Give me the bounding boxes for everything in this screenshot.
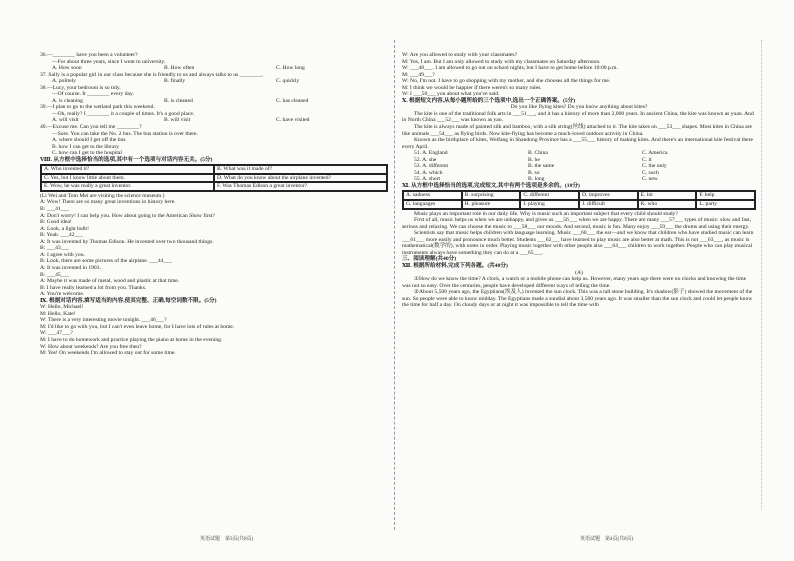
option-box-cell: F. Was Thomas Edison a great inventor? <box>214 182 387 191</box>
option-box-cell: A. Who invented it? <box>41 165 214 174</box>
passage-paragraph: ②About 5,500 years ago, the Egyptians(埃及人) invented the sun clock. This was a tall stone building. It's shadow(影子) showed the movement of the sun. So people were able to know midday. The Egyptians made a sundial about 3,500 years ago. It was smaller than the sun clock and could let people know the time for half a day. On cloudy days or at night it was impossible to tell the time with <box>402 289 753 309</box>
text-line: B: ___41___ <box>40 206 70 213</box>
answer-option: B. China <box>528 150 548 157</box>
answer-option: 53. A. different <box>414 163 449 170</box>
footer-left-page-number: 英语试题 第3页(共8页) <box>200 537 254 542</box>
answer-option: 54. A. which <box>414 169 443 176</box>
answer-option: C. it <box>642 156 652 163</box>
text-line: 36.—________ have you been a volunteer? <box>40 52 138 58</box>
text-line: W: ___48___. I am allowed to go out on school nights, but I have to get home before 10:00 p.m. <box>402 65 618 72</box>
text-line: W: No, I'm not. I have to go shopping with my mother, and she chooses all the things for me. <box>402 78 611 85</box>
option-box-cell: J. difficult <box>579 200 638 209</box>
text-line: —Sure. You can take the No. 2 bus. The bus station is over there. <box>52 130 198 137</box>
answer-option: C. such <box>642 169 659 176</box>
answer-option: B. so <box>528 169 540 176</box>
section-heading: Ⅹ. 根据短文内容,从每小题所给的三个选项中,选出一个正确答案。(5分) <box>402 97 576 104</box>
section-heading: Ⅷ. 从方框中选择恰当的选项,其中有一个选项与对话内容无关。(5分) <box>40 156 213 163</box>
option-box <box>40 164 388 192</box>
text-line: M: Yes, I am. But I am only allowed to study with my classmates on Saturday afternoon. <box>402 58 601 65</box>
text-line: —For about three years, since I went to university. <box>52 58 166 65</box>
text-line: M: Hello, Kate! <box>40 310 76 317</box>
answer-option: B. will visit <box>164 117 191 124</box>
answer-option: B. long <box>528 176 545 183</box>
text-line: W: ___47___? <box>40 330 73 337</box>
answer-options <box>40 65 388 72</box>
text-line: B: Yeah. ___42___ <box>40 232 83 239</box>
option-box-cell: E. hit <box>638 191 697 200</box>
passage-paragraph: Music plays an important role in our daily life. Why is music such an important subject that every child should study? <box>414 210 678 217</box>
scan-edge-mark <box>761 40 764 510</box>
text-line: A: I agree with you. <box>40 251 85 258</box>
answer-option: C. the only <box>642 163 667 170</box>
text-line: W: I ___50___ you about what you've said. <box>402 91 500 98</box>
text-line: (Li Wei and Tom Mei are visiting the science museum.) <box>40 192 165 199</box>
text-line: (A) <box>575 269 583 276</box>
text-line: B. how I can get to the library <box>52 143 120 150</box>
text-line: M: I think we would be happier if there weren't so many rules. <box>402 84 542 91</box>
passage-paragraph: Scientists say that music helps children with language learning. Music ___60___ the ear—and we know that children who have studied music can learn ___61___ more easily and pronounce much better. Students ___62___ have learned to play music are also better at math. This is not ___63___, as music is mathematical(数学的), with notes in order. Playing music together with other people also ___64___ children to work together. People who can play musical instruments always have something they can do at a ___65___. <box>402 230 754 256</box>
text-line: A: Wow! There are so many great inventions in history here. <box>40 199 176 206</box>
text-line: 39.—I plan to go to the wetland park this weekend. <box>40 104 155 111</box>
option-box-cell: B. surprising <box>462 191 521 200</box>
option-box-cell: C. Yes, but I know little about them. <box>41 174 214 183</box>
answer-options <box>40 78 388 85</box>
answer-option: C. has cleaned <box>276 97 309 104</box>
passage-paragraph: ①How do we know the time? A clock, a watch or a mobile phone can help us. However, many years ago there were no clocks and knowing the time was not so easy. Over the centuries, people have developed different ways of telling the time. <box>402 276 747 289</box>
answer-option: B. finally <box>164 78 186 85</box>
page-divider <box>394 40 395 530</box>
answer-option: A. How soon <box>52 65 82 72</box>
option-box-cell: B. What was it made of? <box>214 165 387 174</box>
text-line: W: There is a very interesting movie tonight. ___46___? <box>40 317 167 324</box>
option-box-cell: C. different <box>520 191 579 200</box>
option-box-cell: A. sadness <box>403 191 462 200</box>
answer-option: C. How long <box>276 65 305 72</box>
text-line: A: Look, a light bulb! <box>40 225 89 232</box>
option-box-cell: L. party <box>696 200 755 209</box>
left-page-column <box>40 52 388 532</box>
text-line: M: ___49___? <box>402 71 435 78</box>
text-line: B: Good idea! <box>40 219 72 226</box>
footer-right-page-number: 英语试题 第4页(共8页) <box>580 537 634 542</box>
passage-paragraph: Known as the birthplace of kites, Weifang in Shandong Province has a ___55___ history of making kites. And there's an international kite festival there every April. <box>402 137 753 150</box>
section-heading: 三、阅读理解(共40分) <box>402 256 457 263</box>
option-box <box>402 190 756 209</box>
answer-option: A. will visit <box>52 117 79 124</box>
passage-paragraph: The kite is always made of painted silk and bamboo, with a silk string(丝线) attached to it. The kite takes on ___53___ shapes. Most kites in China are like animals ___54___ as flying birds. Now kite-flying has become a much-loved outdoor activity in China. <box>402 124 752 137</box>
text-line: B: Look, there are some pictures of the airplane. ___44___ <box>40 258 172 265</box>
answer-options <box>402 176 756 183</box>
text-line: 40.—Excuse me. Can you tell me ________? <box>40 124 142 131</box>
text-line: B: ___43___ <box>40 245 70 252</box>
section-heading: Ⅺ. 从方框中选择恰当的选项,完成短文,其中有两个选项是多余的。(10分) <box>402 182 580 189</box>
section-heading: Ⅻ. 根据所给材料,完成下列各题。(共40分) <box>402 262 508 269</box>
option-box-cell: H. pleasure <box>462 200 521 209</box>
text-line: M: I'd like to go with you, but I can't even leave home, for I have lots of rules at home. <box>40 323 235 330</box>
answer-option: B. How often <box>164 65 195 72</box>
text-line: —Oh, really? I ________ it a couple of times. It's a good place. <box>52 110 195 117</box>
option-box-cell: K. who <box>638 200 697 209</box>
passage-paragraph: First of all, music helps us when we are unhappy, and gives us ___56___ when we are happy. There are many ___57___ types of music: slow and fast, serious and relaxing. We can choose the music to ___58___ our moods. And second, music is fun. Many enjoy ___59___ the drums and using their energy. <box>402 217 752 230</box>
text-line: 38.—Lucy, your bedroom is so tidy. <box>40 84 121 91</box>
answer-option: B. the same <box>528 163 555 170</box>
text-line: A: Maybe it was made of metal, wood and plastic at that time. <box>40 278 180 285</box>
answer-option: B. is cleaned <box>164 97 193 104</box>
text-line: A: It was invented in 1903. <box>40 264 101 271</box>
text-line: M: Yes! On weekends I'm allowed to stay out for some time. <box>40 350 176 357</box>
text-line: —Of course. It ________ every day. <box>52 91 134 98</box>
passage-paragraph: The kite is one of the traditional folk arts in ___51___, and it has a history of more than 2,000 years. In ancient China, the kite was known as yuan. And in North China ___52___ was known as yao. <box>402 110 754 124</box>
text-line: W: Hello, Michael! <box>40 304 84 311</box>
option-box-cell: G. languages <box>403 200 462 209</box>
answer-option: B. he <box>528 156 540 163</box>
text-line: M: I have to do homework and practice playing the piano at home in the evening. <box>40 336 223 343</box>
section-heading: Ⅸ. 根据对话内容,填写适当的内容,使其完整、正确,每空词数不限。(5分) <box>40 297 217 304</box>
right-page-column <box>402 52 756 532</box>
option-box-cell: I. playing <box>520 200 579 209</box>
text-line: A: It was invented by Thomas Edison. He invented over two thousand things. <box>40 238 214 245</box>
text-line: A. where should I get off the bus <box>52 137 126 144</box>
answer-option: A. is cleaning <box>52 97 83 104</box>
answer-option: C. have visited <box>276 117 310 124</box>
option-box-cell: E. Wow, he was really a great inventor. <box>41 182 214 191</box>
answer-option: C. America <box>642 150 668 157</box>
text-line: B: I have really learned a lot from you. Thanks. <box>40 284 147 291</box>
answer-option: 55. A. short <box>414 176 441 183</box>
text-line: A: You're welcome. <box>40 291 85 298</box>
text-line: A: Don't worry! I can help you. How about going to the American Show first? <box>40 212 215 219</box>
answer-option: 51. A. England <box>414 150 448 157</box>
option-box-cell: D. improves <box>579 191 638 200</box>
option-box-cell: D. What do you know about the airplane invented? <box>214 174 387 183</box>
answer-option: C. new <box>642 176 658 183</box>
text-line: C. how can I get to the hospital <box>52 150 122 157</box>
text-line: W: How about weekends? Are you free then? <box>40 343 142 350</box>
text-line: 37. Sally is a popular girl in our class because she is friendly to us and always talks to us ________. <box>40 71 264 78</box>
answer-option: A. politely <box>52 78 76 85</box>
option-box-cell: F. help <box>696 191 755 200</box>
answer-option: C. quickly <box>276 78 300 85</box>
text-line: W: Are you allowed to study with your classmates? <box>402 52 518 58</box>
text-line: B: ___45___ <box>40 271 70 278</box>
answer-option: 52. A. she <box>414 156 437 163</box>
text-line: Do you like flying kites? Do you know anything about kites? <box>510 104 648 111</box>
